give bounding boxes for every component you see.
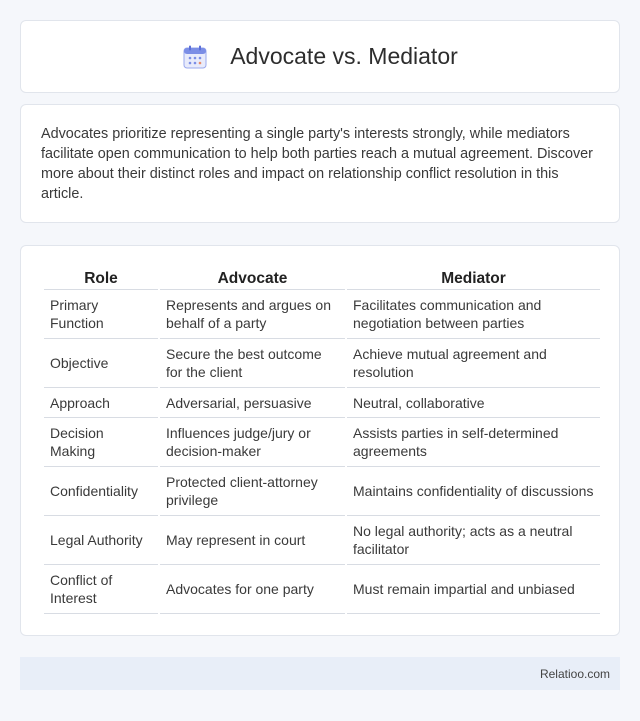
- table-row: [44, 467, 600, 516]
- table-cell-advocate: May represent in court: [160, 516, 345, 565]
- table-cell-advocate: Influences judge/jury or decision-maker: [160, 418, 345, 467]
- title-card: [20, 20, 620, 93]
- column-header-role: Role: [44, 266, 158, 290]
- table-cell-advocate: Secure the best outcome for the client: [160, 339, 345, 388]
- footer-site-link[interactable]: Relatioo.com: [539, 666, 610, 681]
- table-cell-mediator: Must remain impartial and unbiased: [347, 565, 600, 614]
- table-cell-role: Objective: [44, 339, 158, 388]
- table-row: [44, 388, 600, 418]
- table-cell-mediator: No legal authority; acts as a neutral facilitator: [347, 516, 600, 565]
- table-row: [44, 516, 600, 565]
- footer: [20, 657, 620, 690]
- table-row: [44, 418, 600, 467]
- comparison-table-card: [20, 245, 620, 636]
- table-cell-mediator: Maintains confidentiality of discussions: [347, 467, 600, 516]
- intro-paragraph: Advocates prioritize representing a single party's interests strongly, while mediators facilitate open communication to help both parties reach a mutual agreement. Discover more about their distinct roles and impact on relationship conflict resolution in this article.: [41, 126, 593, 202]
- table-row: [44, 290, 600, 339]
- column-header-mediator: Mediator: [347, 266, 600, 290]
- table-cell-mediator: Achieve mutual agreement and resolution: [347, 339, 600, 388]
- column-header-advocate: Advocate: [160, 266, 345, 290]
- table-cell-mediator: Facilitates communication and negotiation between parties: [347, 290, 600, 339]
- page-title: Advocate vs. Mediator: [230, 43, 458, 69]
- table-cell-advocate: Adversarial, persuasive: [160, 388, 345, 418]
- table-cell-mediator: Assists parties in self-determined agreements: [347, 418, 600, 467]
- intro-card: [20, 104, 620, 223]
- calendar-icon: [182, 44, 208, 70]
- comparison-table: [42, 266, 602, 614]
- table-cell-advocate: Protected client-attorney privilege: [160, 467, 345, 516]
- table-row: [44, 339, 600, 388]
- table-cell-role: Confidentiality: [44, 467, 158, 516]
- table-cell-role: Conflict of Interest: [44, 565, 158, 614]
- table-cell-advocate: Advocates for one party: [160, 565, 345, 614]
- table-cell-role: Legal Authority: [44, 516, 158, 565]
- table-cell-role: Primary Function: [44, 290, 158, 339]
- table-cell-advocate: Represents and argues on behalf of a party: [160, 290, 345, 339]
- table-cell-mediator: Neutral, collaborative: [347, 388, 600, 418]
- table-header-row: [44, 266, 600, 290]
- table-row: [44, 565, 600, 614]
- table-cell-role: Decision Making: [44, 418, 158, 467]
- table-cell-role: Approach: [44, 388, 158, 418]
